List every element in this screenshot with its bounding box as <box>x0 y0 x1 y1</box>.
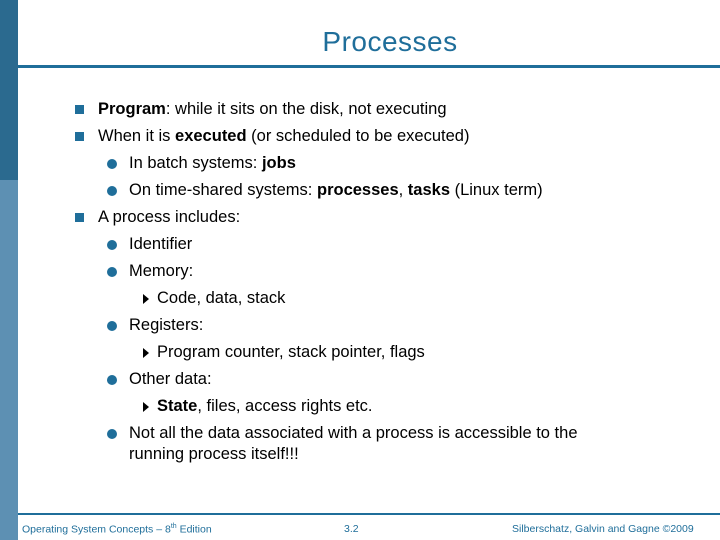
footer-page-number: 3.2 <box>344 523 359 535</box>
round-bullet-icon <box>107 321 117 331</box>
bullet-code-data-stack: Code, data, stack <box>157 289 286 307</box>
round-bullet-icon <box>107 159 117 169</box>
bullet-batch-systems: In batch systems: jobs <box>129 154 296 172</box>
bullet-executed: When it is executed (or scheduled to be executed) <box>98 127 470 145</box>
footer-authors: Silberschatz, Galvin and Gagne ©2009 <box>512 523 694 535</box>
triangle-bullet-icon <box>143 294 149 304</box>
bullet-process-includes: A process includes: <box>98 208 241 226</box>
triangle-bullet-icon <box>143 402 149 412</box>
round-bullet-icon <box>107 186 117 196</box>
bullet-not-all-data: Not all the data associated with a process is accessible to the <box>129 424 578 442</box>
bullet-identifier: Identifier <box>129 235 193 253</box>
slide-title: Processes <box>322 26 458 57</box>
bullet-other-data: Other data: <box>129 370 212 388</box>
round-bullet-icon <box>107 429 117 439</box>
bullet-state-files: State, files, access rights etc. <box>157 397 373 415</box>
square-bullet-icon <box>75 105 84 114</box>
round-bullet-icon <box>107 240 117 250</box>
bullet-not-all-data-cont: running process itself!!! <box>129 445 299 463</box>
round-bullet-icon <box>107 375 117 385</box>
square-bullet-icon <box>75 132 84 141</box>
footer-book-title: Operating System Concepts – 8th Edition <box>22 523 212 536</box>
square-bullet-icon <box>75 213 84 222</box>
bullet-program: Program: while it sits on the disk, not executing <box>98 100 447 118</box>
bullet-registers: Registers: <box>129 316 204 334</box>
round-bullet-icon <box>107 267 117 277</box>
bullet-time-shared: On time-shared systems: processes, tasks (Linux term) <box>129 181 543 199</box>
bullet-memory: Memory: <box>129 262 194 280</box>
triangle-bullet-icon <box>143 348 149 358</box>
bullet-program-counter: Program counter, stack pointer, flags <box>157 343 425 361</box>
footer-divider <box>18 513 720 515</box>
